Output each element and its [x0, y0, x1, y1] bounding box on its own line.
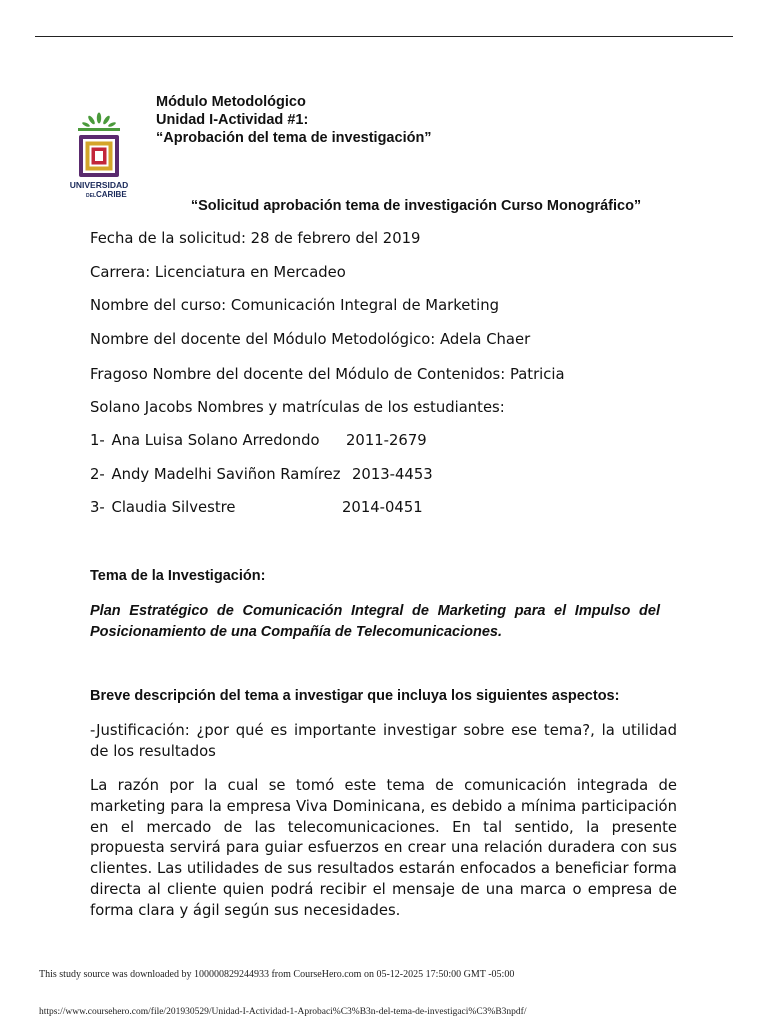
student-row	[90, 466, 433, 483]
student-row	[90, 499, 423, 516]
content-teacher: Fragoso Nombre del docente del Módulo de Contenidos: Patricia	[90, 366, 565, 383]
student-id: 2011-2679	[346, 432, 427, 449]
justification-body: La razón por la cual se tomó este tema de comunicación integrada de marketing para la empresa Viva Dominicana, es debido a mínima participación en el mercado de las telecomunicaciones. En tal sentido, la presente propuesta servirá para guiar esfuerzos en crear una relación duradera con sus clientes. Las utilidades de sus resultados estarán enfocados a beneficiar forma directa al cliente quien podrá recibir el mensaje de una marca o empresa de forma clara y ágil según sus necesidades.	[90, 777, 677, 919]
course-name: Nombre del curso: Comunicación Integral de Marketing	[90, 297, 500, 314]
document-header	[156, 93, 432, 147]
module-name: Módulo Metodológico	[156, 94, 306, 110]
student-name: Ana Luisa Solano Arredondo	[111, 432, 320, 449]
student-id: 2014-0451	[342, 499, 423, 516]
justification-prompt: -Justificación: ¿por qué es importante investigar sobre ese tema?, la utilidad de los resultados	[90, 722, 677, 760]
activity-name: “Aprobación del tema de investigación”	[156, 130, 432, 146]
student-name: Andy Madelhi Saviñon Ramírez	[111, 466, 341, 483]
request-date: Fecha de la solicitud: 28 de febrero del 2019	[90, 230, 421, 247]
topic-heading: Tema de la Investigación:	[90, 568, 266, 584]
student-row	[90, 432, 427, 449]
student-number: 1-	[90, 432, 105, 449]
student-number: 3-	[90, 499, 105, 516]
university-logo	[62, 112, 136, 202]
research-topic: Plan Estratégico de Comunicación Integral de Marketing para el Impulso del Posicionamiento de una Compañía de Telecomunicaciones.	[90, 603, 660, 640]
description-heading: Breve descripción del tema a investigar que incluya los siguientes aspectos:	[90, 688, 620, 704]
logo-text-line1: UNIVERSIDAD	[69, 180, 129, 190]
top-rule	[35, 36, 733, 37]
career: Carrera: Licenciatura en Mercadeo	[90, 264, 346, 281]
student-id: 2013-4453	[352, 466, 433, 483]
university-crest-icon	[62, 112, 136, 202]
student-number: 2-	[90, 466, 105, 483]
methodology-teacher: Nombre del docente del Módulo Metodológico: Adela Chaer	[90, 331, 531, 348]
source-url: https://www.coursehero.com/file/201930529/Unidad-I-Actividad-1-Aprobaci%C3%B3n-del-tema-de-investigaci%C3%B3npdf/	[39, 1007, 527, 1017]
unit-name: Unidad I-Actividad #1:	[156, 112, 309, 128]
students-label: Solano Jacobs Nombres y matrículas de los estudiantes:	[90, 399, 505, 416]
download-source-notice: This study source was downloaded by 100000829244933 from CourseHero.com on 05-12-2025 17:50:00 GMT -05:00	[39, 969, 515, 980]
logo-text-small: DEL	[86, 193, 96, 199]
document-title: “Solicitud aprobación tema de investigación Curso Monográfico”	[190, 198, 642, 214]
logo-text-line2: CARIBE	[96, 190, 127, 199]
student-name: Claudia Silvestre	[111, 499, 236, 516]
